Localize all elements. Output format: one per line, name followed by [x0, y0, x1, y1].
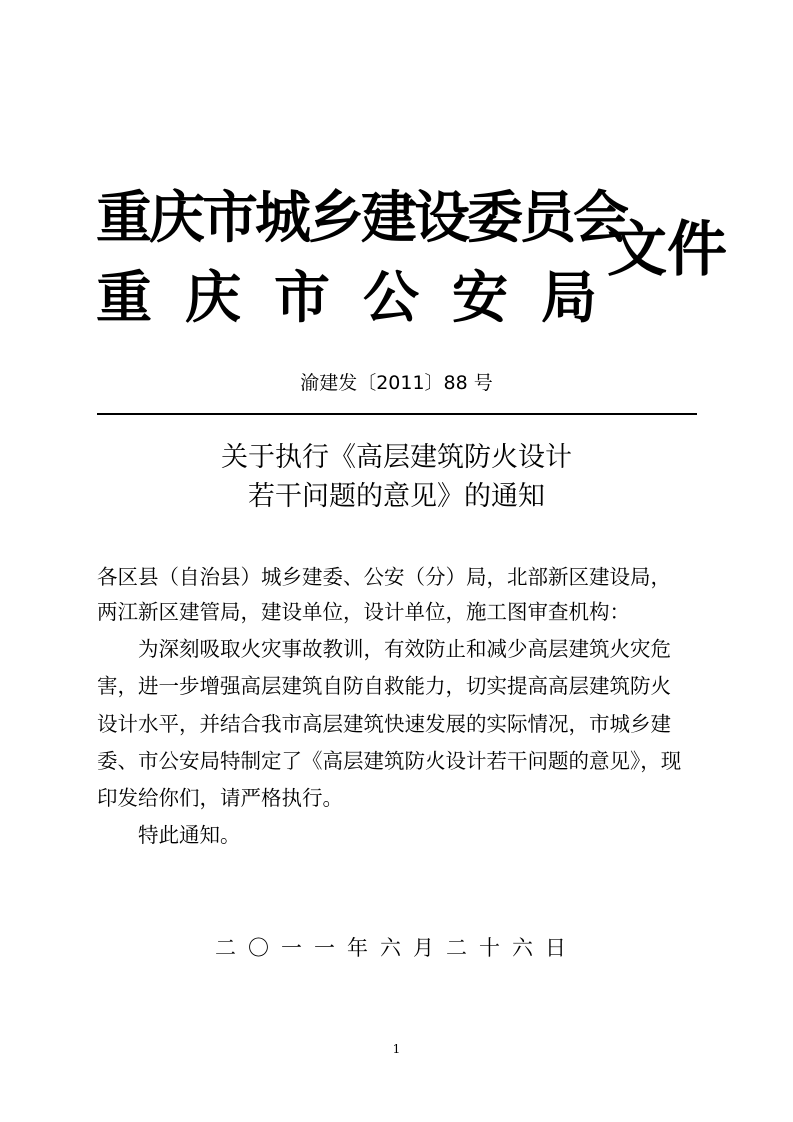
issuer-line-1: 重庆市城乡建设委员会: [96, 186, 626, 251]
document-title-line-2: 若干问题的意见》的通知: [248, 481, 545, 512]
document-type-label: 文件: [607, 215, 727, 285]
body-paragraph-line-4: 委、市公安局特制定了《高层建筑防火设计若干问题的意见》，现: [97, 749, 682, 773]
body-paragraph-line-1: 为深刻吸取火灾事故教训，有效防止和减少高层建筑火灾危: [138, 637, 671, 661]
document-number: 渝建发〔2011〕88 号: [300, 372, 493, 394]
recipients-line-2: 两江新区建管局，建设单位，设计单位，施工图审查机构：: [97, 600, 630, 624]
header-divider: [97, 413, 697, 415]
recipients-line-1: 各区县（自治县）城乡建委、公安（分）局，北部新区建设局，: [97, 565, 671, 589]
body-paragraph-line-2: 害，进一步增强高层建筑自防自救能力，切实提高高层建筑防火: [97, 674, 671, 698]
issue-date: 二〇一一年六月二十六日: [215, 936, 578, 960]
body-paragraph-line-5: 印发给你们，请严格执行。: [97, 786, 343, 810]
issuer-line-2: 重庆市公安局: [96, 266, 630, 331]
page-number: 1: [392, 1042, 401, 1056]
closing-line: 特此通知。: [138, 823, 241, 847]
document-title-line-1: 关于执行《高层建筑防火设计: [221, 442, 572, 473]
body-paragraph-line-3: 设计水平，并结合我市高层建筑快速发展的实际情况，市城乡建: [97, 712, 671, 736]
